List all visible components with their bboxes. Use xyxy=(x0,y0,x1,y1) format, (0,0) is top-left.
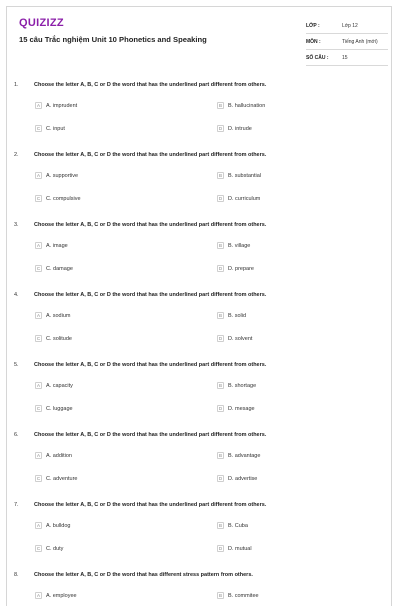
question-text: Choose the letter A, B, C or D the word that has the underlined part different from others. xyxy=(34,362,267,368)
question-text: Choose the letter A, B, C or D the word that has the underlined part different from others. xyxy=(34,432,267,438)
meta-info xyxy=(306,18,388,66)
option-label: B. substantial xyxy=(228,172,262,179)
option-letter-badge: A xyxy=(36,593,40,598)
option-letter-badge: A xyxy=(36,523,40,528)
question-text: Choose the letter A, B, C or D the word that has the underlined part different from others. xyxy=(34,502,267,508)
meta-row-class: LỚP : Lớp 12 xyxy=(306,18,388,34)
option-label: D. advertise xyxy=(228,475,258,482)
option-letter-badge: D xyxy=(218,546,223,551)
option-letter-badge: A xyxy=(36,173,40,178)
option-label: B. village xyxy=(228,242,251,249)
option-letter-badge: C xyxy=(36,546,41,551)
question-header xyxy=(7,152,393,164)
option-label: A. bulldog xyxy=(46,522,71,529)
option-label: A. image xyxy=(46,242,68,249)
question-number: 3. xyxy=(14,222,19,228)
option-label: B. commitee xyxy=(228,592,259,599)
question-header xyxy=(7,82,393,94)
option-letter-badge: B xyxy=(218,313,222,318)
option-letter-badge: D xyxy=(218,336,223,341)
answer-option-d[interactable] xyxy=(217,405,255,412)
option-label: A. employee xyxy=(46,592,77,599)
option-label: C. compulsive xyxy=(46,195,81,202)
answer-option-d[interactable] xyxy=(217,335,252,342)
option-letter-badge: C xyxy=(36,266,41,271)
answer-option-c[interactable] xyxy=(35,335,72,342)
option-letter-badge: D xyxy=(218,126,223,131)
answer-option-a[interactable] xyxy=(35,312,70,319)
option-letter-badge: D xyxy=(218,196,223,201)
option-label: C. input xyxy=(46,125,65,132)
answer-option-d[interactable] xyxy=(217,265,254,272)
question-text: Choose the letter A, B, C or D the word that has the underlined part different from others. xyxy=(34,152,267,158)
option-letter-badge: B xyxy=(218,173,222,178)
answer-option-a[interactable] xyxy=(35,522,70,529)
worksheet-title: 15 câu Trắc nghiệm Unit 10 Phonetics and Speaking xyxy=(19,35,207,44)
answer-option-d[interactable] xyxy=(217,125,252,132)
meta-row-count: SỐ CÂU : 15 xyxy=(306,50,388,66)
answer-option-b[interactable] xyxy=(217,382,256,389)
option-letter-badge: B xyxy=(218,453,222,458)
option-label: B. Cuba xyxy=(228,522,248,529)
answer-option-b[interactable] xyxy=(217,452,260,459)
option-label: C. damage xyxy=(46,265,73,272)
quizizz-logo: QUIZIZZ xyxy=(19,17,64,29)
question-5 xyxy=(7,362,393,412)
meta-row-subject: MÔN : Tiếng Anh (mới) xyxy=(306,34,388,50)
question-8 xyxy=(7,572,393,599)
answer-option-a[interactable] xyxy=(35,242,68,249)
option-letter-badge: C xyxy=(36,336,41,341)
option-letter-badge: D xyxy=(218,476,223,481)
option-letter-badge: C xyxy=(36,126,41,131)
question-number: 6. xyxy=(14,432,19,438)
option-label: A. addition xyxy=(46,452,72,459)
answer-option-b[interactable] xyxy=(217,102,265,109)
answer-option-c[interactable] xyxy=(35,265,73,272)
option-letter-badge: D xyxy=(218,406,223,411)
question-2 xyxy=(7,152,393,202)
answer-option-a[interactable] xyxy=(35,452,72,459)
option-label: D. mutual xyxy=(228,545,252,552)
answer-option-b[interactable] xyxy=(217,592,259,599)
question-number: 1. xyxy=(14,82,19,88)
option-label: D. curriculum xyxy=(228,195,261,202)
question-number: 4. xyxy=(14,292,19,298)
question-3 xyxy=(7,222,393,272)
question-text: Choose the letter A, B, C or D the word that has different stress pattern from others. xyxy=(34,572,253,578)
answer-option-b[interactable] xyxy=(217,172,261,179)
question-header xyxy=(7,572,393,584)
answer-option-a[interactable] xyxy=(35,382,73,389)
answer-option-a[interactable] xyxy=(35,172,78,179)
answer-option-c[interactable] xyxy=(35,405,73,412)
answer-option-d[interactable] xyxy=(217,545,252,552)
option-label: B. shortage xyxy=(228,382,257,389)
question-text: Choose the letter A, B, C or D the word that has the underlined part different from others. xyxy=(34,222,267,228)
question-text: Choose the letter A, B, C or D the word that has the underlined part different from others. xyxy=(34,82,267,88)
question-number: 7. xyxy=(14,502,19,508)
answer-option-c[interactable] xyxy=(35,545,63,552)
option-letter-badge: B xyxy=(218,523,222,528)
question-number: 8. xyxy=(14,572,19,578)
question-header xyxy=(7,432,393,444)
option-letter-badge: C xyxy=(36,406,41,411)
answer-option-d[interactable] xyxy=(217,475,257,482)
answer-option-b[interactable] xyxy=(217,312,246,319)
option-letter-badge: C xyxy=(36,476,41,481)
question-7 xyxy=(7,502,393,552)
option-letter-badge: C xyxy=(36,196,41,201)
question-number: 2. xyxy=(14,152,19,158)
option-label: A. capacity xyxy=(46,382,73,389)
question-6 xyxy=(7,432,393,482)
option-letter-badge: B xyxy=(218,103,222,108)
question-header xyxy=(7,362,393,374)
option-label: A. supportive xyxy=(46,172,79,179)
answer-option-c[interactable] xyxy=(35,475,78,482)
option-label: C. solitude xyxy=(46,335,72,342)
option-label: C. duty xyxy=(46,545,64,552)
option-letter-badge: A xyxy=(36,383,40,388)
option-letter-badge: A xyxy=(36,103,40,108)
answer-option-d[interactable] xyxy=(217,195,260,202)
option-label: D. intrude xyxy=(228,125,252,132)
answer-option-a[interactable] xyxy=(35,592,77,599)
option-letter-badge: B xyxy=(218,383,222,388)
option-label: C. adventure xyxy=(46,475,78,482)
option-label: A. sodium xyxy=(46,312,71,319)
option-label: B. hallucination xyxy=(228,102,266,109)
answer-option-b[interactable] xyxy=(217,242,250,249)
answer-option-b[interactable] xyxy=(217,522,248,529)
question-header xyxy=(7,502,393,514)
worksheet xyxy=(6,6,392,606)
option-label: B. solid xyxy=(228,312,247,319)
option-letter-badge: B xyxy=(218,243,222,248)
option-letter-badge: A xyxy=(36,313,40,318)
question-text: Choose the letter A, B, C or D the word that has the underlined part different from others. xyxy=(34,292,267,298)
option-letter-badge: A xyxy=(36,453,40,458)
option-letter-badge: B xyxy=(218,593,222,598)
option-label: D. prepare xyxy=(228,265,254,272)
option-label: D. mesage xyxy=(228,405,255,412)
option-label: C. luggage xyxy=(46,405,73,412)
option-label: A. imprudent xyxy=(46,102,78,109)
option-label: D. solvent xyxy=(228,335,253,342)
answer-option-a[interactable] xyxy=(35,102,77,109)
question-1 xyxy=(7,82,393,132)
option-label: B. advantage xyxy=(228,452,261,459)
answer-option-c[interactable] xyxy=(35,195,81,202)
question-header xyxy=(7,222,393,234)
answer-option-c[interactable] xyxy=(35,125,65,132)
option-letter-badge: A xyxy=(36,243,40,248)
question-header xyxy=(7,292,393,304)
question-number: 5. xyxy=(14,362,19,368)
worksheet-header xyxy=(7,7,391,69)
option-letter-badge: D xyxy=(218,266,223,271)
question-4 xyxy=(7,292,393,342)
